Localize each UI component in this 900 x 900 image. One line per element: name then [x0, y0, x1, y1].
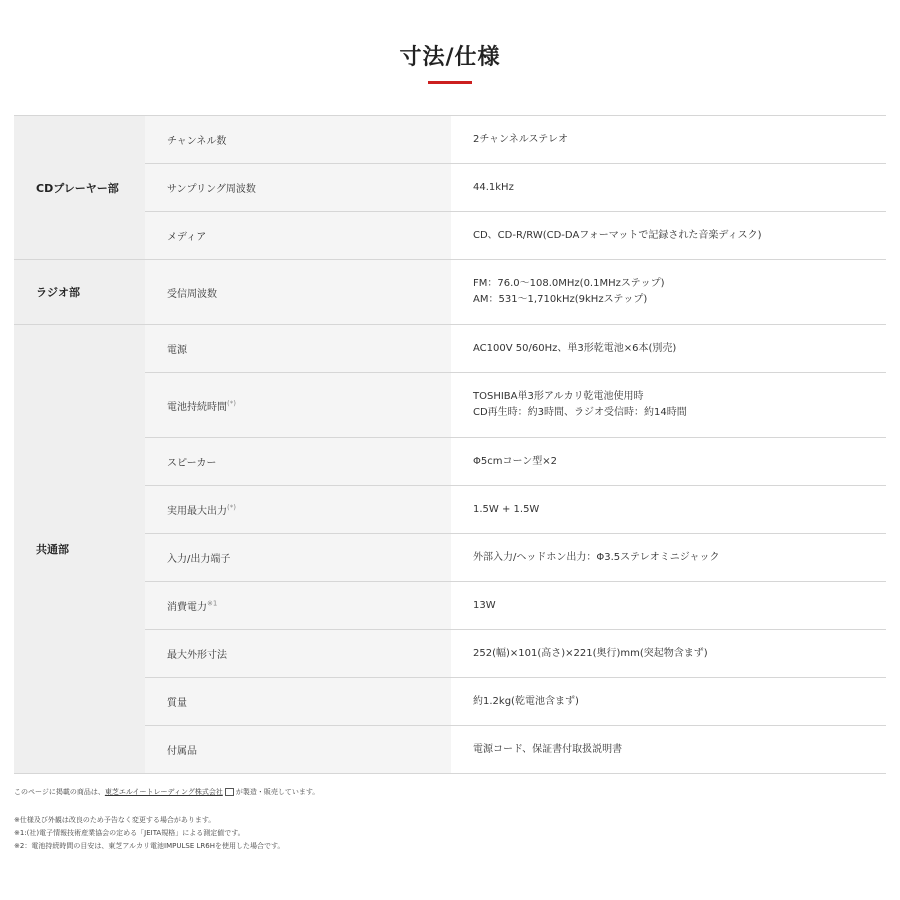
- spec-item: [145, 582, 451, 630]
- spec-value: 約1.2kg(乾電池含まず): [451, 678, 886, 726]
- page-title: 寸法/仕様: [399, 45, 501, 70]
- table-row: [14, 678, 886, 726]
- group-label-radio: ラジオ部: [14, 260, 145, 325]
- footnote-mark: ※1: [207, 599, 218, 608]
- footnote-line: ※仕様及び外観は改良のため予告なく変更する場合があります。: [14, 816, 216, 824]
- spec-item: 受信周波数: [145, 260, 451, 325]
- spec-item: [145, 486, 451, 534]
- spec-table: [14, 115, 886, 774]
- table-row: [14, 373, 886, 438]
- table-row: [14, 325, 886, 373]
- group-label-cd: CDプレーヤー部: [14, 116, 145, 260]
- spec-value: [451, 373, 886, 438]
- footnotes: [14, 814, 284, 853]
- spec-value-line: FM：76.0～108.0MHz(0.1MHzステップ): [473, 278, 665, 289]
- footnote-mark: (*): [227, 399, 236, 408]
- title-underline: [428, 81, 472, 84]
- table-row: [14, 438, 886, 486]
- manufacturer-note: [14, 787, 319, 797]
- spec-item: サンプリング周波数: [145, 164, 451, 212]
- footnote-line: ※1:(社)電子情報技術産業協会の定める「JEITA規格」による測定値です。: [14, 829, 245, 837]
- spec-item: メディア: [145, 212, 451, 260]
- spec-value: 44.1kHz: [451, 164, 886, 212]
- spec-value: 13W: [451, 582, 886, 630]
- spec-item: 電源: [145, 325, 451, 373]
- table-row: [14, 116, 886, 164]
- spec-value-line: TOSHIBA単3形アルカリ乾電池使用時: [473, 391, 644, 402]
- spec-item: チャンネル数: [145, 116, 451, 164]
- manufacturer-link[interactable]: 東芝エルイートレーディング株式会社: [104, 788, 223, 796]
- spec-item-label: 電池持続時間: [167, 401, 227, 413]
- spec-item: 入力/出力端子: [145, 534, 451, 582]
- table-row: [14, 212, 886, 260]
- table-row: [14, 164, 886, 212]
- spec-value: 外部入力/ヘッドホン出力：Φ3.5ステレオミニジャック: [451, 534, 886, 582]
- spec-value: Φ5cmコーン型×2: [451, 438, 886, 486]
- table-row: [14, 534, 886, 582]
- external-link-icon: [225, 788, 234, 796]
- table-row: [14, 260, 886, 325]
- manufacturer-note-suffix: が製造・販売しています。: [235, 788, 320, 796]
- spec-item: 質量: [145, 678, 451, 726]
- footnote-line: ※2：電池持続時間の目安は、東芝アルカリ電池IMPULSE LR6Hを使用した場合です。: [14, 842, 285, 850]
- spec-value-line: CD再生時：約3時間、ラジオ受信時：約14時間: [473, 407, 687, 418]
- spec-value: 電源コード、保証書付取扱説明書: [451, 726, 886, 774]
- spec-value: [451, 260, 886, 325]
- table-row: [14, 726, 886, 774]
- spec-value: 252(幅)×101(高さ)×221(奥行)mm(突起物含まず): [451, 630, 886, 678]
- spec-value: CD、CD-R/RW(CD-DAフォーマットで記録された音楽ディスク): [451, 212, 886, 260]
- table-row: [14, 486, 886, 534]
- spec-item-label: 実用最大出力: [167, 506, 227, 517]
- spec-item: [145, 373, 451, 438]
- spec-item-label: 消費電力: [167, 602, 207, 613]
- group-label-common: 共通部: [14, 325, 145, 774]
- footnote-mark: (*): [227, 503, 236, 512]
- spec-value: 1.5W + 1.5W: [451, 486, 886, 534]
- table-row: [14, 582, 886, 630]
- spec-value-line: AM：531～1,710kHz(9kHzステップ): [473, 294, 648, 305]
- spec-item: 付属品: [145, 726, 451, 774]
- spec-value: AC100V 50/60Hz、単3形乾電池×6本(別売): [451, 325, 886, 373]
- table-row: [14, 630, 886, 678]
- spec-item: スピーカー: [145, 438, 451, 486]
- manufacturer-note-prefix: このページに掲載の商品は、: [14, 788, 105, 796]
- spec-item: 最大外形寸法: [145, 630, 451, 678]
- spec-value: 2チャンネルステレオ: [451, 116, 886, 164]
